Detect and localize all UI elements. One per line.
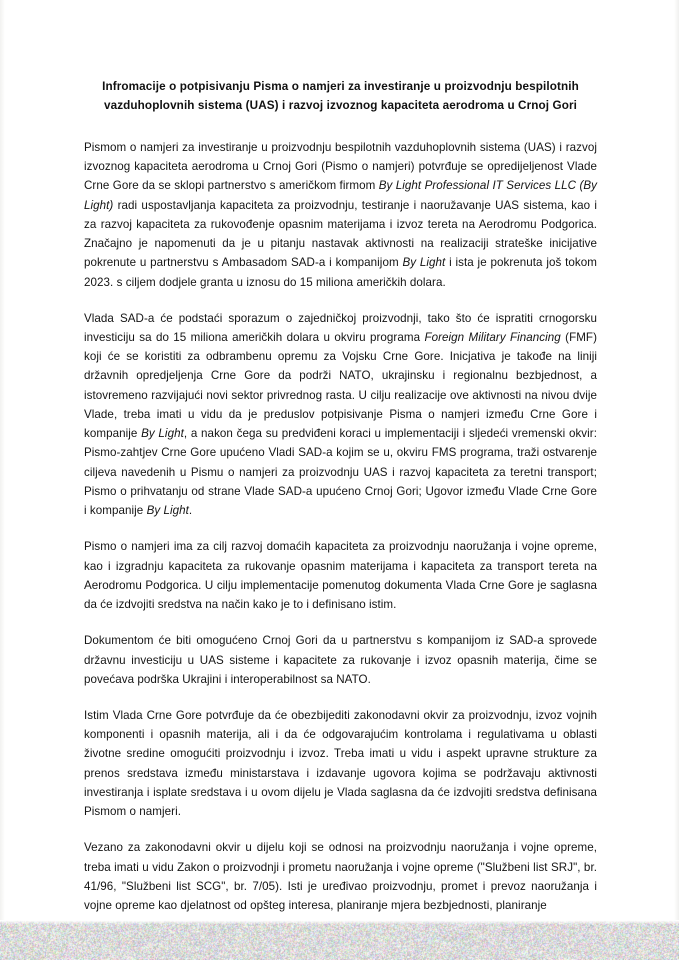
paragraph-3: Pismo o namjeri ima za cilj razvoj domaćih kapaciteta za proizvodnju naoružanja i vojne opreme, kao i izgradnju kapaciteta za rukovanje opasnim materijama i kapaciteta za transport tereta na Aerodromu Podgorica. U cilju implementacije pomenutog dokumenta Vlada Crne Gore je saglasna da će izdvojiti sredstva na način kako je to i definisano istim. bbox=[84, 540, 597, 612]
paragraph-5: Istim Vlada Crne Gore potvrđuje da će obezbijediti zakonodavni okvir za proizvodnju, izvoz vojnih komponenti i opasnih materija, ali i da će odgovarajućim kontrolama i regulativama u oblasti životne sredine omogućiti proizvodnju i izvoz. Treba imati u vidu i aspekt upravne strukture za prenos sredstava između ministarstava i izdavanje ugovora kojima se podržavaju aktivnosti investiranja i isplate sredstava i u ovom dijelu je Vlada saglasna da će izdvojiti sredstva definisana Pismom o namjeri. bbox=[84, 709, 597, 819]
paragraph-4: Dokumentom će biti omogućeno Crnoj Gori da u partnerstvu s kompanijom iz SAD-a sprovede državnu investiciju u UAS sisteme i kapacitete za rukovanje i izvoz opasnih materija, čime se povećava podrška Ukrajini i interoperabilnost sa NATO. bbox=[84, 634, 597, 686]
paragraph-1: Pismom o namjeri za investiranje u proizvodnju bespilotnih vazduhoplovnih sistema (UAS) i razvoj izvoznog kapaciteta aerodroma u Crnoj Gori (Pismo o namjeri) potvrđuje se opredijeljenost Vlade Crne Gore da se sklopi partnerstvo s američkom firmom By Light Professional IT Services LLC (By Light) radi uspostavljanja kapaciteta za proizvodnju, testiranje i naoružavanje UAS sistema, kao i za razvoj kapaciteta za rukovođenje opasnim materijama i izvoz tereta na Aerodromu Podgorica. Značajno je napomenuti da je u pitanju nastavak aktivnosti na realizaciji strateške inicijative pokrenute u partnerstvu s Ambasadom SAD-a i kompanijom By Light i ista je pokrenuta još tokom 2023. s ciljem dodjele granta u iznosu do 15 miliona američkih dolara. bbox=[84, 140, 598, 289]
page-title: Infromacije o potpisivanju Pisma o namjeri za investiranje u proizvodnju bespilotnih vazduhoplovnih sistema (UAS) i razvoj izvoznog kapaciteta aerodroma u Crnoj Gori bbox=[102, 80, 579, 112]
scan-edge-left bbox=[0, 0, 5, 960]
italic-program-name: Foreign Military Financing bbox=[424, 331, 561, 345]
scan-noise-canvas bbox=[0, 920, 679, 960]
paragraph-2: Vlada SAD-a će podstaći sporazum o zajedničkoj proizvodnji, tako što će ispratiti crnogorsku investiciju sa do 15 miliona američkih dolara u okviru programa Foreign Military Financing (FMF) koji će se koristiti za odbrambenu opremu za Vojsku Crne Gore. Inicjativa je takođe na liniji državnih opredjeljenja Crne Gore da podrži NATO, ukrajinsku i regionalnu bezbjednost, a istovremeno razvijajući novi sektor privrednog rasta. U cilju realizacije ove aktivnosti na nivou dvije Vlade, treba imati u vidu da je preduslov potpisivanje Pisma o namjeri između Crne Gore i kompanije By Light, a nakon čega su predviđeni koraci u implementaciji i sljedeći vremenski okvir: Pismo-zahtjev Crne Gore upućeno Vladi SAD-a kojim se u, okviru FMS programa, traži ostvarenje ciljeva navedenih u Pismu o namjeri za proizvodnju UAS i razvoj kapaciteta za teretni transport; Pismo o prihvatanju od strane Vlade SAD-a upućeno Crnoj Gori; Ugovor između Vlade Crne Gore i kompanije By Light. bbox=[84, 311, 597, 518]
scan-edge-right bbox=[674, 0, 679, 960]
italic-company-name-full: By Light Professional IT Services LLC bbox=[378, 179, 577, 193]
italic-company-name: By Light bbox=[146, 504, 189, 518]
italic-company-name: By Light bbox=[402, 256, 446, 270]
scan-noise-band bbox=[0, 920, 679, 960]
document-body bbox=[84, 78, 597, 915]
italic-company-name: By Light bbox=[141, 427, 184, 441]
paragraph-6: Vezano za zakonodavni okvir u dijelu koji se odnosi na proizvodnju naoružanja i vojne opreme, treba imati u vidu Zakon o proizvodnji i prometu naoružanja i vojne opreme ("Službeni list SRJ", br. 41/96, "Službeni list SCG", br. 7/05). Isti je uređivao proizvodnju, promet i prevoz naoružanja i vojne opreme kao djelatnost od opšteg interesa, planiranje mjera bezbjednosti, planiranje bbox=[84, 841, 597, 913]
italic-company-name-short: (By Light) bbox=[84, 179, 598, 212]
